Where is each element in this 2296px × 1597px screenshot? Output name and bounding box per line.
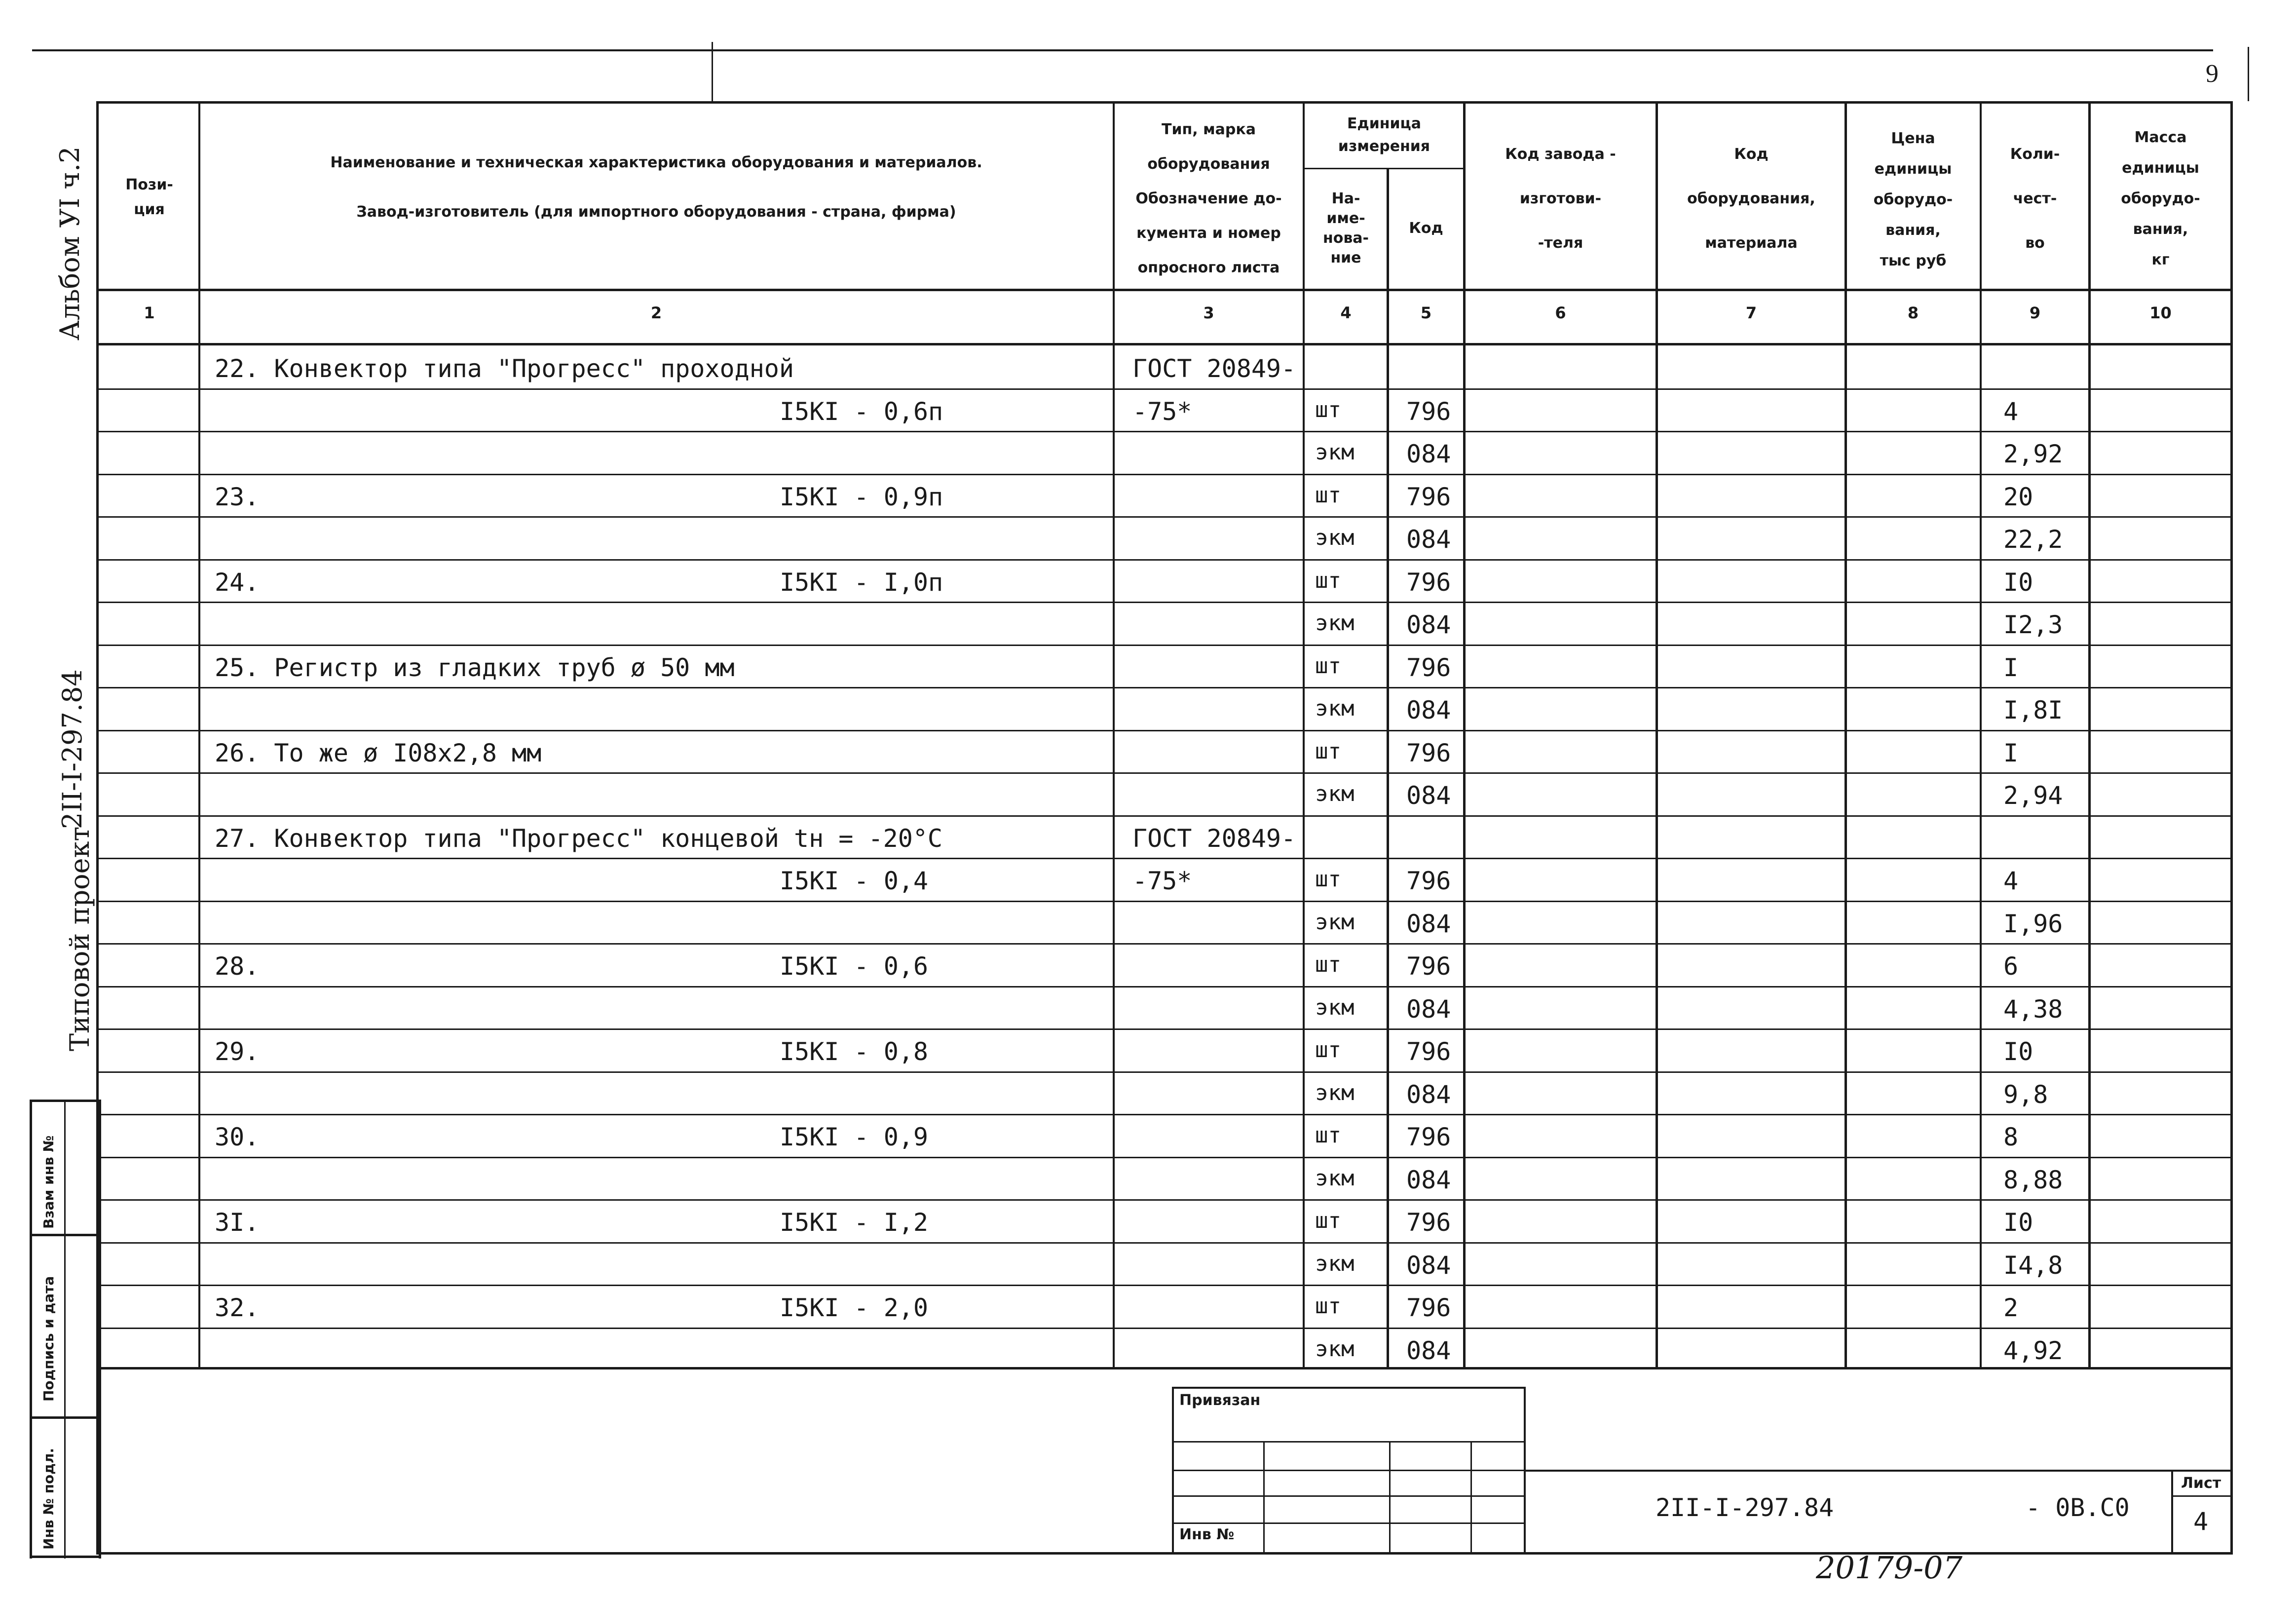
colnum-3: 3 [1203, 304, 1214, 322]
row-name: 29. [215, 1037, 260, 1066]
header-name-line2: Завод-изготовитель (для импортного оборудования - страна, фирма) [356, 203, 956, 221]
row-unit-name: шт [1315, 738, 1341, 764]
document-code: 2II-I-297.84 [1656, 1493, 1834, 1522]
header-name-line1: Наименование и техническая характеристика оборудования и материалов. [330, 154, 982, 171]
row-document: ГОСТ 20849- [1132, 824, 1296, 853]
row-unit-code: 084 [1406, 994, 1451, 1024]
stamp-podpis-data: Подпись и дата [40, 1276, 57, 1402]
colnum-5: 5 [1420, 304, 1432, 322]
row-unit-name: шт [1315, 867, 1341, 892]
header-position: Пози- ция [125, 176, 173, 218]
page-number: 9 [2206, 60, 2219, 88]
row-unit-name: шт [1315, 1293, 1341, 1319]
row-unit-name: экм [1315, 994, 1355, 1020]
row-document: -75* [1132, 397, 1192, 426]
row-unit-code: 084 [1406, 1251, 1451, 1280]
stamp-inv-podl: Инв № подл. [40, 1447, 57, 1550]
sheet-label: Лист [2181, 1475, 2221, 1492]
header-mass: Масса единицы оборудо- вания, кг [2121, 128, 2200, 268]
row-model: I5KI - 0,4 [780, 867, 929, 895]
row-unit-code: 796 [1406, 1037, 1451, 1066]
row-unit-name: экм [1315, 696, 1355, 721]
row-quantity: I,8I [2003, 696, 2063, 724]
row-unit-code: 796 [1406, 952, 1451, 981]
row-name: 25. Регистр из гладких труб ø 50 мм [215, 653, 735, 682]
colnum-1: 1 [144, 304, 155, 322]
row-unit-name: шт [1315, 1123, 1341, 1148]
row-divider [96, 645, 2233, 646]
row-quantity: I [2003, 738, 2019, 767]
row-quantity: I0 [2003, 568, 2033, 597]
row-divider [96, 602, 2233, 603]
row-unit-name: шт [1315, 653, 1341, 679]
row-divider [96, 1285, 2233, 1286]
row-divider [96, 1157, 2233, 1158]
row-model: I5KI - I,2 [780, 1208, 929, 1237]
row-divider [96, 1028, 2233, 1030]
row-quantity: 9,8 [2003, 1080, 2048, 1109]
row-unit-code: 084 [1406, 610, 1451, 639]
row-quantity: 2,94 [2003, 781, 2063, 810]
row-divider [96, 431, 2233, 432]
row-name: 30. [215, 1123, 260, 1151]
row-divider [96, 559, 2233, 561]
colnum-9: 9 [2029, 304, 2041, 322]
row-quantity: I [2003, 653, 2019, 682]
row-model: I5KI - 0,9 [780, 1123, 929, 1151]
row-quantity: 4,92 [2003, 1336, 2063, 1365]
header-unit-code: Код [1409, 219, 1443, 237]
document-suffix: - 0В.С0 [2026, 1493, 2130, 1522]
header-price: Цена единицы оборудо- вания, тыс руб [1873, 130, 1953, 269]
row-unit-name: шт [1315, 568, 1341, 593]
row-unit-name: шт [1315, 397, 1341, 422]
row-divider [96, 687, 2233, 688]
row-unit-code: 084 [1406, 909, 1451, 938]
row-unit-code: 796 [1406, 1123, 1451, 1151]
row-unit-code: 084 [1406, 696, 1451, 724]
row-unit-name: экм [1315, 1251, 1355, 1276]
row-unit-name: экм [1315, 525, 1355, 550]
header-name [202, 123, 1110, 252]
row-document: -75* [1132, 867, 1192, 895]
privyazan-label: Привязан [1179, 1392, 1261, 1409]
row-divider [96, 1328, 2233, 1329]
row-quantity: 6 [2003, 952, 2019, 981]
row-quantity: I0 [2003, 1208, 2033, 1237]
row-unit-name: экм [1315, 610, 1355, 636]
header-unit-name: На- име- нова- ние [1322, 190, 1369, 266]
row-divider [96, 730, 2233, 731]
row-name: 23. [215, 482, 260, 511]
row-divider [96, 901, 2233, 902]
row-divider [96, 986, 2233, 988]
row-name: 24. [215, 568, 260, 597]
colnum-7: 7 [1745, 304, 1757, 322]
row-unit-code: 796 [1406, 1293, 1451, 1322]
row-divider [96, 1242, 2233, 1244]
row-name: 3I. [215, 1208, 260, 1237]
row-quantity: I,96 [2003, 909, 2063, 938]
inv-no-label: Инв № [1179, 1526, 1235, 1543]
row-unit-name: шт [1315, 952, 1341, 977]
header-unit-group: Единица измерения [1338, 115, 1430, 155]
row-divider [96, 1199, 2233, 1201]
row-unit-code: 796 [1406, 568, 1451, 597]
header-type: Тип, марка оборудования Обозначение до- кумента и номер опросного листа [1135, 120, 1282, 276]
album-label: Альбом УI ч.2 [54, 146, 85, 341]
row-quantity: I2,3 [2003, 610, 2063, 639]
row-quantity: 4 [2003, 397, 2019, 426]
row-unit-code: 796 [1406, 738, 1451, 767]
row-quantity: I4,8 [2003, 1251, 2063, 1280]
row-unit-name: шт [1315, 482, 1341, 508]
row-divider [96, 1114, 2233, 1115]
row-unit-name: шт [1315, 1037, 1341, 1063]
row-unit-code: 796 [1406, 397, 1451, 426]
row-quantity: 4 [2003, 867, 2019, 895]
row-divider [96, 815, 2233, 817]
row-divider [96, 474, 2233, 475]
row-unit-name: экм [1315, 1165, 1355, 1191]
project-type-side: Типовой проект [64, 826, 95, 1051]
row-divider [96, 858, 2233, 859]
row-quantity: 8,88 [2003, 1165, 2063, 1194]
colnum-4: 4 [1340, 304, 1352, 322]
row-unit-code: 796 [1406, 653, 1451, 682]
row-name: 26. То же ø I08x2,8 мм [215, 738, 542, 767]
row-unit-code: 796 [1406, 1208, 1451, 1237]
row-unit-name: экм [1315, 781, 1355, 806]
header-equipment-code: Код оборудования, материала [1687, 145, 1815, 252]
colnum-8: 8 [1907, 304, 1919, 322]
row-unit-name: экм [1315, 1336, 1355, 1362]
row-unit-code: 796 [1406, 482, 1451, 511]
row-unit-code: 084 [1406, 440, 1451, 468]
row-model: I5KI - 0,8 [780, 1037, 929, 1066]
row-unit-code: 084 [1406, 1336, 1451, 1365]
row-divider [96, 772, 2233, 774]
row-divider [96, 943, 2233, 945]
row-model: I5KI - 0,6 [780, 952, 929, 981]
row-model: I5KI - 0,9п [780, 482, 943, 511]
stamp-vzam-inv: Взам инв № [40, 1135, 57, 1229]
row-quantity: 22,2 [2003, 525, 2063, 554]
row-name: 32. [215, 1293, 260, 1322]
row-unit-name: экм [1315, 1080, 1355, 1105]
project-code-side: 2II-I-297.84 [57, 669, 88, 829]
row-divider [96, 388, 2233, 390]
row-model: I5KI - 2,0 [780, 1293, 929, 1322]
row-name: 22. Конвектор типа "Прогресс" проходной [215, 354, 794, 383]
header-factory-code: Код завода - изготови- -теля [1505, 145, 1616, 252]
row-unit-code: 084 [1406, 781, 1451, 810]
row-unit-name: шт [1315, 1208, 1341, 1233]
row-quantity: 4,38 [2003, 994, 2063, 1024]
row-quantity: 8 [2003, 1123, 2019, 1151]
colnum-10: 10 [2149, 304, 2172, 322]
row-unit-code: 796 [1406, 867, 1451, 895]
sheet-number: 4 [2193, 1507, 2209, 1536]
row-name: 27. Конвектор типа "Прогресс" концевой tн = -20°C [215, 824, 943, 853]
row-quantity: 20 [2003, 482, 2033, 511]
row-model: I5KI - 0,6п [780, 397, 943, 426]
row-unit-code: 084 [1406, 1080, 1451, 1109]
row-quantity: 2,92 [2003, 440, 2063, 468]
colnum-2: 2 [650, 304, 662, 322]
row-quantity: I0 [2003, 1037, 2033, 1066]
row-divider [96, 1071, 2233, 1073]
row-name: 28. [215, 952, 260, 981]
row-model: I5KI - I,0п [780, 568, 943, 597]
header-quantity: Коли- чест- во [2010, 145, 2060, 252]
archive-number: 20179-07 [1816, 1550, 1963, 1586]
row-document: ГОСТ 20849- [1132, 354, 1296, 383]
row-unit-code: 084 [1406, 1165, 1451, 1194]
row-unit-name: экм [1315, 909, 1355, 935]
colnum-6: 6 [1555, 304, 1566, 322]
row-unit-code: 084 [1406, 525, 1451, 554]
row-divider [96, 516, 2233, 518]
row-unit-name: экм [1315, 440, 1355, 465]
row-quantity: 2 [2003, 1293, 2019, 1322]
